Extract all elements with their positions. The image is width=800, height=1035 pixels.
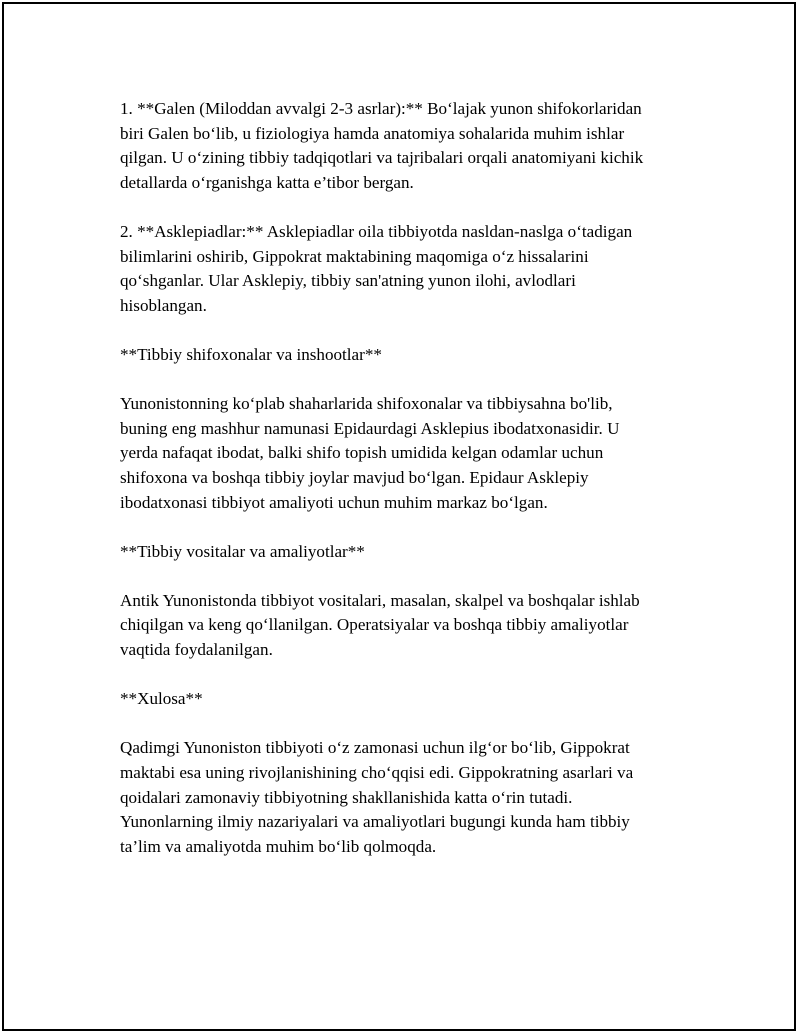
- paragraph-vositalar: Antik Yunonistonda tibbiyot vositalari, masalan, skalpel va boshqalar ishlab chiqilgan va keng qo‘llanilgan. Operatsiyalar va boshqa tibbiy amaliyotlar vaqtida foydalanilgan.: [120, 590, 640, 660]
- paragraph-asklepiadlar: 2. **Asklepiadlar:** Asklepiadlar oila tibbiyotda nasldan-naslga o‘tadigan bilimlarini oshirib, Gippokrat maktabining maqomiga o‘z hissalarini qo‘shganlar. Ular Asklepiy, tibbiy san'atning yunon ilohi, avlodlari hisoblangan.: [120, 221, 633, 315]
- document-body: [120, 97, 700, 859]
- heading-tibbiy-vositalar: **Tibbiy vositalar va amaliyotlar**: [120, 541, 365, 561]
- paragraph-shifoxonalar: Yunonistonning ko‘plab shaharlarida shifoxonalar va tibbiysahna bo'lib, buning eng mashhur namunasi Epidaurdagi Asklepius ibodatxonasidir. U yerda nafaqat ibodat, balki shifo topish umidida kelgan odamlar uchun shifoxona va boshqa tibbiy joylar mavjud bo‘lgan. Epidaur Asklepiy ibodatxonasi tibbiyot amaliyoti uchun muhim markaz bo‘lgan.: [120, 394, 620, 512]
- paragraph-xulosa: Qadimgi Yunoniston tibbiyoti o‘z zamonasi uchun ilg‘or bo‘lib, Gippokrat maktabi esa uning rivojlanishining cho‘qqisi edi. Gippokratning asarlari va qoidalari zamonaviy tibbiyotning shakllanishida katta o‘rin tutadi. Yunonlarning ilmiy nazariyalari va amaliyotlari bugungi kunda ham tibbiy ta’lim va amaliyotda muhim bo‘lib qolmoqda.: [120, 738, 634, 856]
- heading-xulosa: **Xulosa**: [120, 689, 203, 709]
- heading-tibbiy-shifoxonalar: **Tibbiy shifoxonalar va inshootlar**: [120, 344, 382, 364]
- page-border: [2, 2, 796, 1031]
- paragraph-galen: 1. **Galen (Miloddan avvalgi 2-3 asrlar):** Bo‘lajak yunon shifokorlaridan biri Galen bo‘lib, u fiziologiya hamda anatomiya sohalarida muhim ishlar qilgan. U o‘zining tibbiy tadqiqotlari va tajribalari orqali anatomiyani kichik detallarda o‘rganishga katta e’tibor bergan.: [120, 99, 644, 192]
